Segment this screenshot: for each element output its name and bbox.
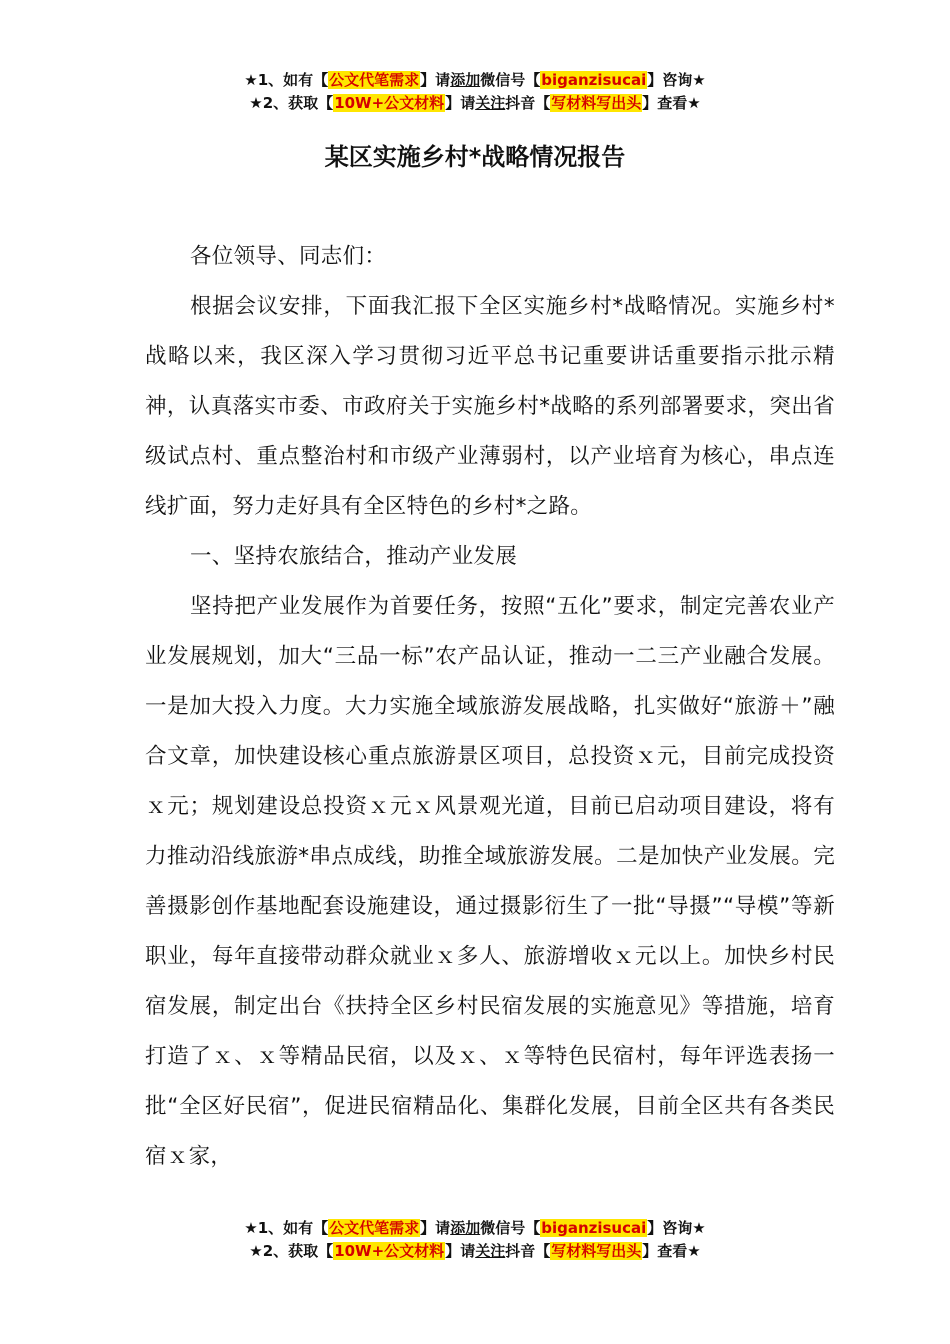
body-paragraph: 根据会议安排，下面我汇报下全区实施乡村*战略情况。实施乡村*战略以来，我区深入学习贯彻习近平总书记重要讲话重要指示批示精神，认真落实市委、市政府关于实施乡村*战略的系列部署要求，突出省级试点村、重点整治村和市级产业薄弱村，以产业培育为核心，串点连线扩面，努力走好具有全区特色的乡村*之路。 (145, 294, 835, 519)
banner-highlight: 写材料写出头 (551, 1242, 642, 1260)
document-title: 某区实施乡村*战略情况报告 (324, 143, 626, 171)
banner-line-1: ★1、如有【公文代笔需求】请添加微信号【biganzisucai】咨询★ (244, 71, 706, 89)
banner-line-2: ★2、获取【10W+公文材料】请关注抖音【写材料写出头】查看★ (249, 94, 701, 112)
section-heading: 一、坚持农旅结合，推动产业发展 (190, 544, 518, 569)
banner-highlight: 10W+公文材料 (334, 1242, 445, 1260)
banner-line-2: ★2、获取【10W+公文材料】请关注抖音【写材料写出头】查看★ (249, 1242, 701, 1260)
footer-banner (0, 1217, 950, 1263)
banner-highlight: biganzisucai (541, 1219, 647, 1237)
document-body (145, 232, 835, 1182)
banner-highlight: 公文代笔需求 (329, 71, 420, 89)
banner-highlight: 公文代笔需求 (329, 1219, 420, 1237)
header-banner (0, 69, 950, 115)
salutation: 各位领导、同志们： (190, 244, 387, 269)
banner-highlight: biganzisucai (541, 71, 647, 89)
banner-line-1: ★1、如有【公文代笔需求】请添加微信号【biganzisucai】咨询★ (244, 1219, 706, 1237)
body-paragraph: 坚持把产业发展作为首要任务，按照“五化”要求，制定完善农业产业发展规划，加大“三品一标”农产品认证，推动一二三产业融合发展。一是加大投入力度。大力实施全域旅游发展战略，扎实做好“旅游＋”融合文章，加快建设核心重点旅游景区项目，总投资ｘ元，目前完成投资ｘ元；规划建设总投资ｘ元ｘ风景观光道，目前已启动项目建设，将有力推动沿线旅游*串点成线，助推全域旅游发展。二是加快产业发展。完善摄影创作基地配套设施建设，通过摄影衍生了一批“导摄”“导模”等新职业，每年直接带动群众就业ｘ多人、旅游增收ｘ元以上。加快乡村民宿发展，制定出台《扶持全区乡村民宿发展的实施意见》等措施，培育打造了ｘ、ｘ等精品民宿，以及ｘ、ｘ等特色民宿村，每年评选表扬一批“全区好民宿”，促进民宿精品化、集群化发展，目前全区共有各类民宿ｘ家， (145, 594, 835, 1169)
banner-highlight: 写材料写出头 (551, 94, 642, 112)
banner-highlight: 10W+公文材料 (334, 94, 445, 112)
